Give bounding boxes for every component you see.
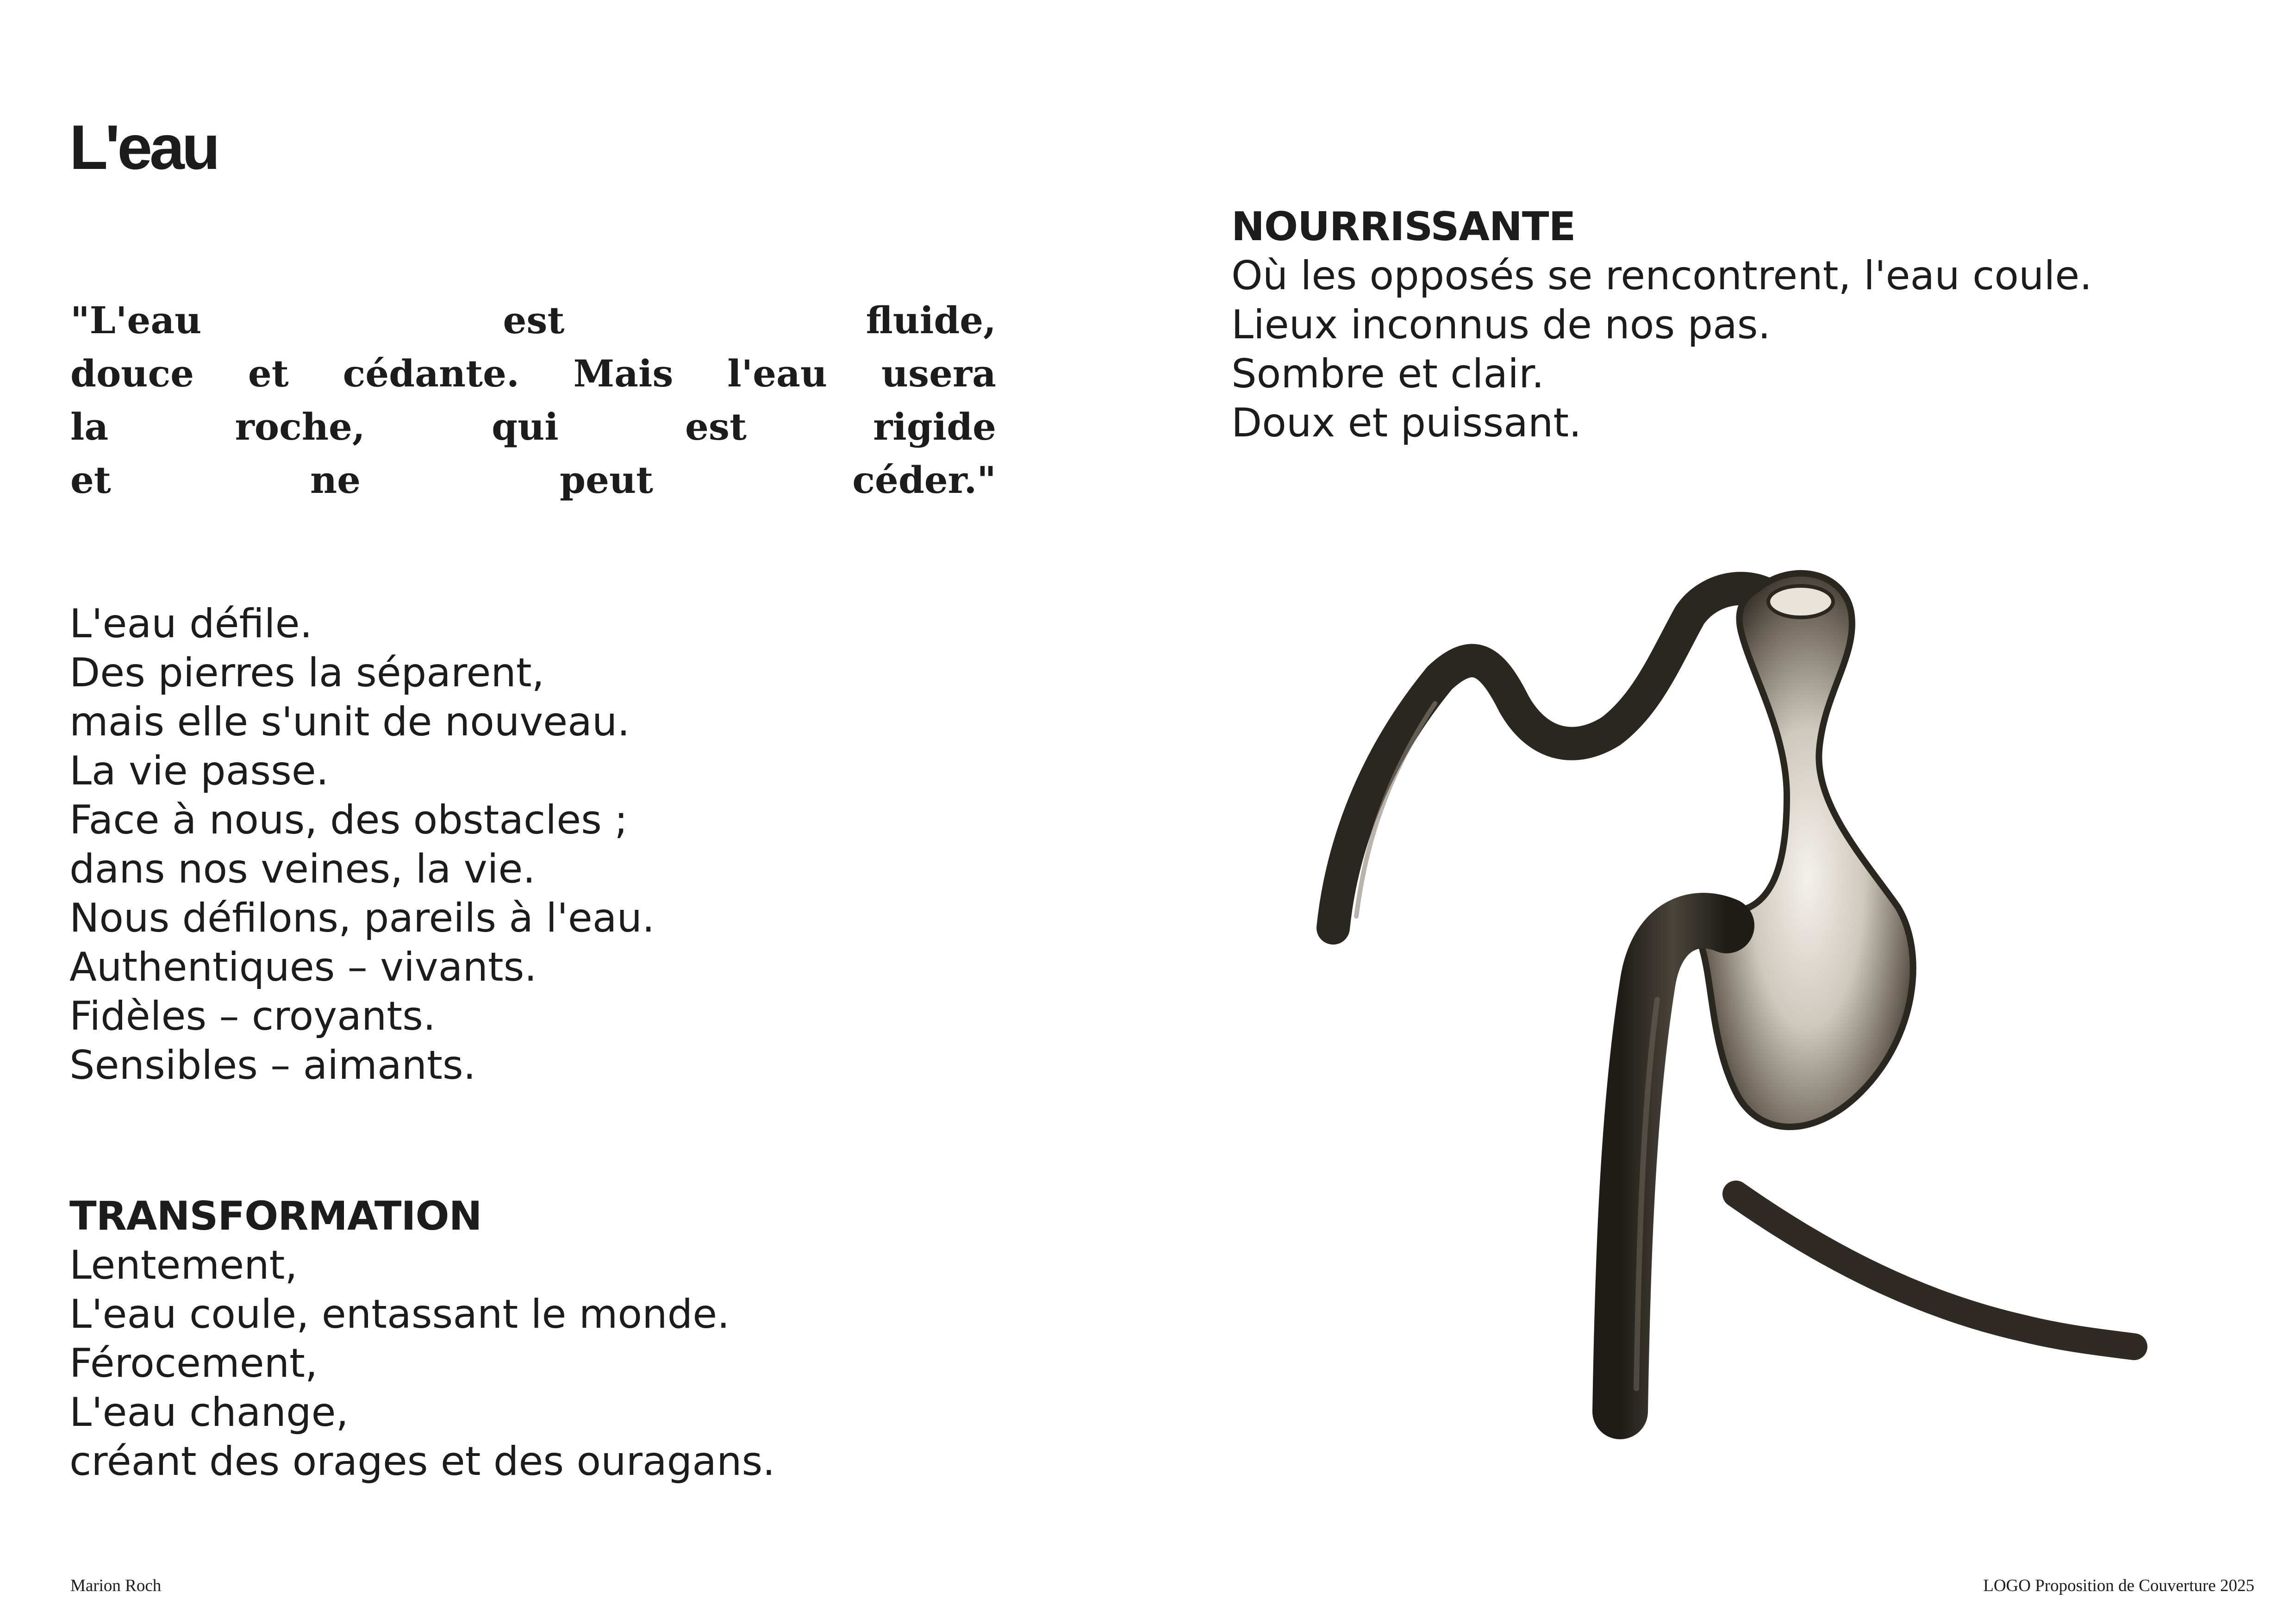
quote-word: douce <box>70 352 194 395</box>
quote-word: ne <box>310 458 361 502</box>
quote-word: usera <box>881 352 996 395</box>
poem-line: Sensibles – aimants. <box>69 1042 476 1088</box>
poem-line: L'eau change, <box>69 1389 349 1436</box>
poem-line: mais elle s'unit de nouveau. <box>69 699 630 745</box>
poem-transformation <box>69 1192 775 1486</box>
quote-word: Mais <box>573 352 674 395</box>
section-heading: NOURRISSANTE <box>1231 204 1576 250</box>
quote-line-1 <box>70 294 996 347</box>
quote-word: et <box>70 458 111 502</box>
quote-word: fluide, <box>866 298 996 342</box>
poem-water <box>69 599 655 1090</box>
brush-diagonal-stroke <box>1736 1194 2134 1347</box>
poem-line: Lentement, <box>69 1242 298 1288</box>
brush-left-arch <box>1333 589 1778 928</box>
quote-word: peut <box>560 458 654 502</box>
poem-line: Doux et puissant. <box>1231 400 1582 446</box>
quote-word: est <box>503 298 565 342</box>
poem-line: Des pierres la séparent, <box>69 650 544 696</box>
poem-line: Lieux inconnus de nos pas. <box>1231 302 1771 348</box>
footer-author: Marion Roch <box>70 1576 162 1595</box>
poem-line: Sombre et clair. <box>1231 351 1544 397</box>
poem-line: créant des orages et des ouragans. <box>69 1438 775 1485</box>
poem-line: Face à nous, des obstacles ; <box>69 797 628 843</box>
quote-word: céder." <box>852 458 996 502</box>
poem-line: Authentiques – vivants. <box>69 944 537 990</box>
quote-word: est <box>685 405 747 448</box>
poem-line: dans nos veines, la vie. <box>69 846 536 892</box>
brush-bulb <box>1702 573 1913 1127</box>
quote-word: et <box>248 352 289 395</box>
page-title: L'eau <box>69 112 218 182</box>
poem-line: Où les opposés se rencontrent, l'eau coule. <box>1231 253 2092 299</box>
quote-block <box>70 294 996 507</box>
section-heading: TRANSFORMATION <box>69 1193 482 1239</box>
quote-word: cédante. <box>343 352 519 395</box>
quote-word: rigide <box>873 405 996 448</box>
quote-word: "L'eau <box>70 298 202 342</box>
poem-nourrissante <box>1231 202 2092 448</box>
poem-line: Férocement, <box>69 1340 318 1387</box>
quote-line-3 <box>70 400 996 454</box>
quote-word: l'eau <box>727 352 828 395</box>
brush-logo-illustration <box>1296 509 2199 1481</box>
quote-word: qui <box>492 405 559 448</box>
poem-line: L'eau défile. <box>69 601 312 647</box>
quote-line-2 <box>70 347 996 400</box>
poem-line: La vie passe. <box>69 748 329 794</box>
poem-line: Fidèles – croyants. <box>69 993 436 1039</box>
quote-line-4 <box>70 454 996 507</box>
poem-line: L'eau coule, entassant le monde. <box>69 1291 730 1337</box>
brush-bulb-highlight <box>1768 586 1833 617</box>
quote-word: la <box>70 405 109 448</box>
poem-line: Nous défilons, pareils à l'eau. <box>69 895 655 941</box>
footer-caption: LOGO Proposition de Couverture 2025 <box>1983 1576 2254 1595</box>
quote-word: roche, <box>235 405 365 448</box>
